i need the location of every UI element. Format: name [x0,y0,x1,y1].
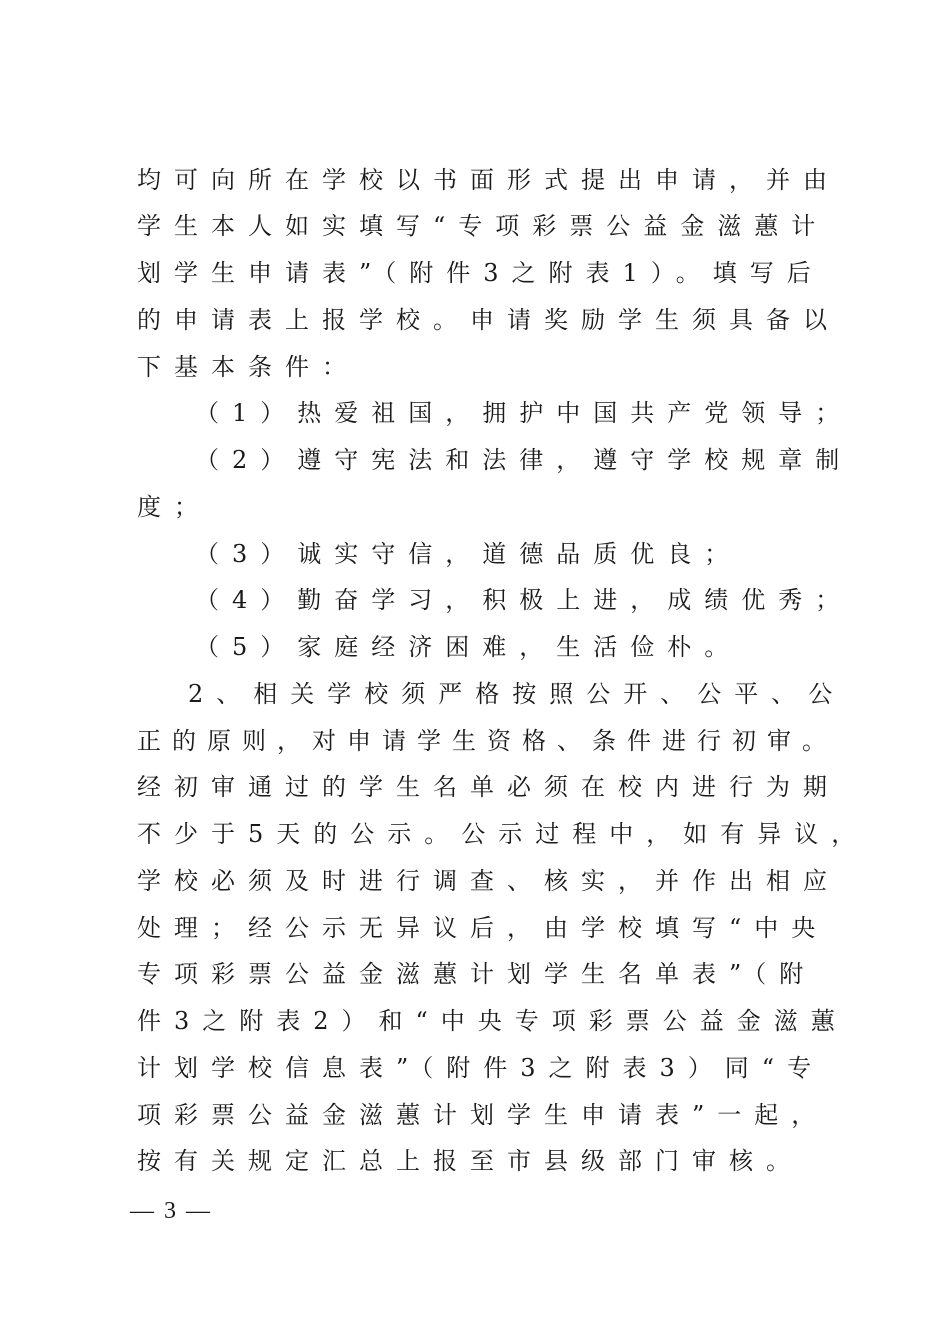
section-2-line-10: 项彩票公益金滋蕙计划学生申请表”一起， [137,1101,829,1129]
page-number: — 3 — [130,1198,212,1224]
section-2-line-7: 专项彩票公益金滋蕙计划学生名单表”（附 [137,960,817,988]
section-2-line-2: 正的原则，对申请学生资格、条件进行初审。 [137,727,837,755]
body-line-2: 学生本人如实填写“专项彩票公益金滋蕙计 [137,212,829,240]
section-2-line-9: 计划学校信息表”（附件3之附表3）同“专 [137,1054,825,1082]
section-2-line-1: 2、相关学校须严格按照公开、公平、公 [188,680,846,708]
body-line-1: 均可向所在学校以书面形式提出申请，并由 [137,166,840,194]
body-line-3: 划学生申请表”（附件3之附表1）。填写后 [137,259,824,287]
condition-item-2-cont: 度； [137,493,211,521]
condition-item-4: （4）勤奋学习，积极上进，成绩优秀； [195,586,853,614]
section-2-line-5: 学校必须及时进行调查、核实，并作出相应 [137,867,840,895]
condition-item-1: （1）热爱祖国，拥护中国共产党领导； [195,399,853,427]
condition-item-5: （5）家庭经济困难，生活俭朴。 [195,633,742,661]
condition-item-3: （3）诚实守信，道德品质优良； [195,540,742,568]
section-2-line-6: 处理；经公示无异议后，由学校填写“中央 [137,914,829,942]
body-line-4: 的申请表上报学校。申请奖励学生须具备以 [137,306,840,334]
condition-item-2: （2）遵守宪法和法律，遵守学校规章制 [195,446,853,474]
section-2-line-3: 经初审通过的学生名单必须在校内进行为期 [137,773,840,801]
body-line-5: 下基本条件： [137,353,359,381]
section-2-line-8: 件3之附表2）和“中央专项彩票公益金滋蕙 [137,1007,848,1035]
section-2-line-4: 不少于5天的公示。公示过程中，如有异议， [137,820,869,848]
section-2-line-11: 按有关规定汇总上报至市县级部门审核。 [137,1147,803,1175]
